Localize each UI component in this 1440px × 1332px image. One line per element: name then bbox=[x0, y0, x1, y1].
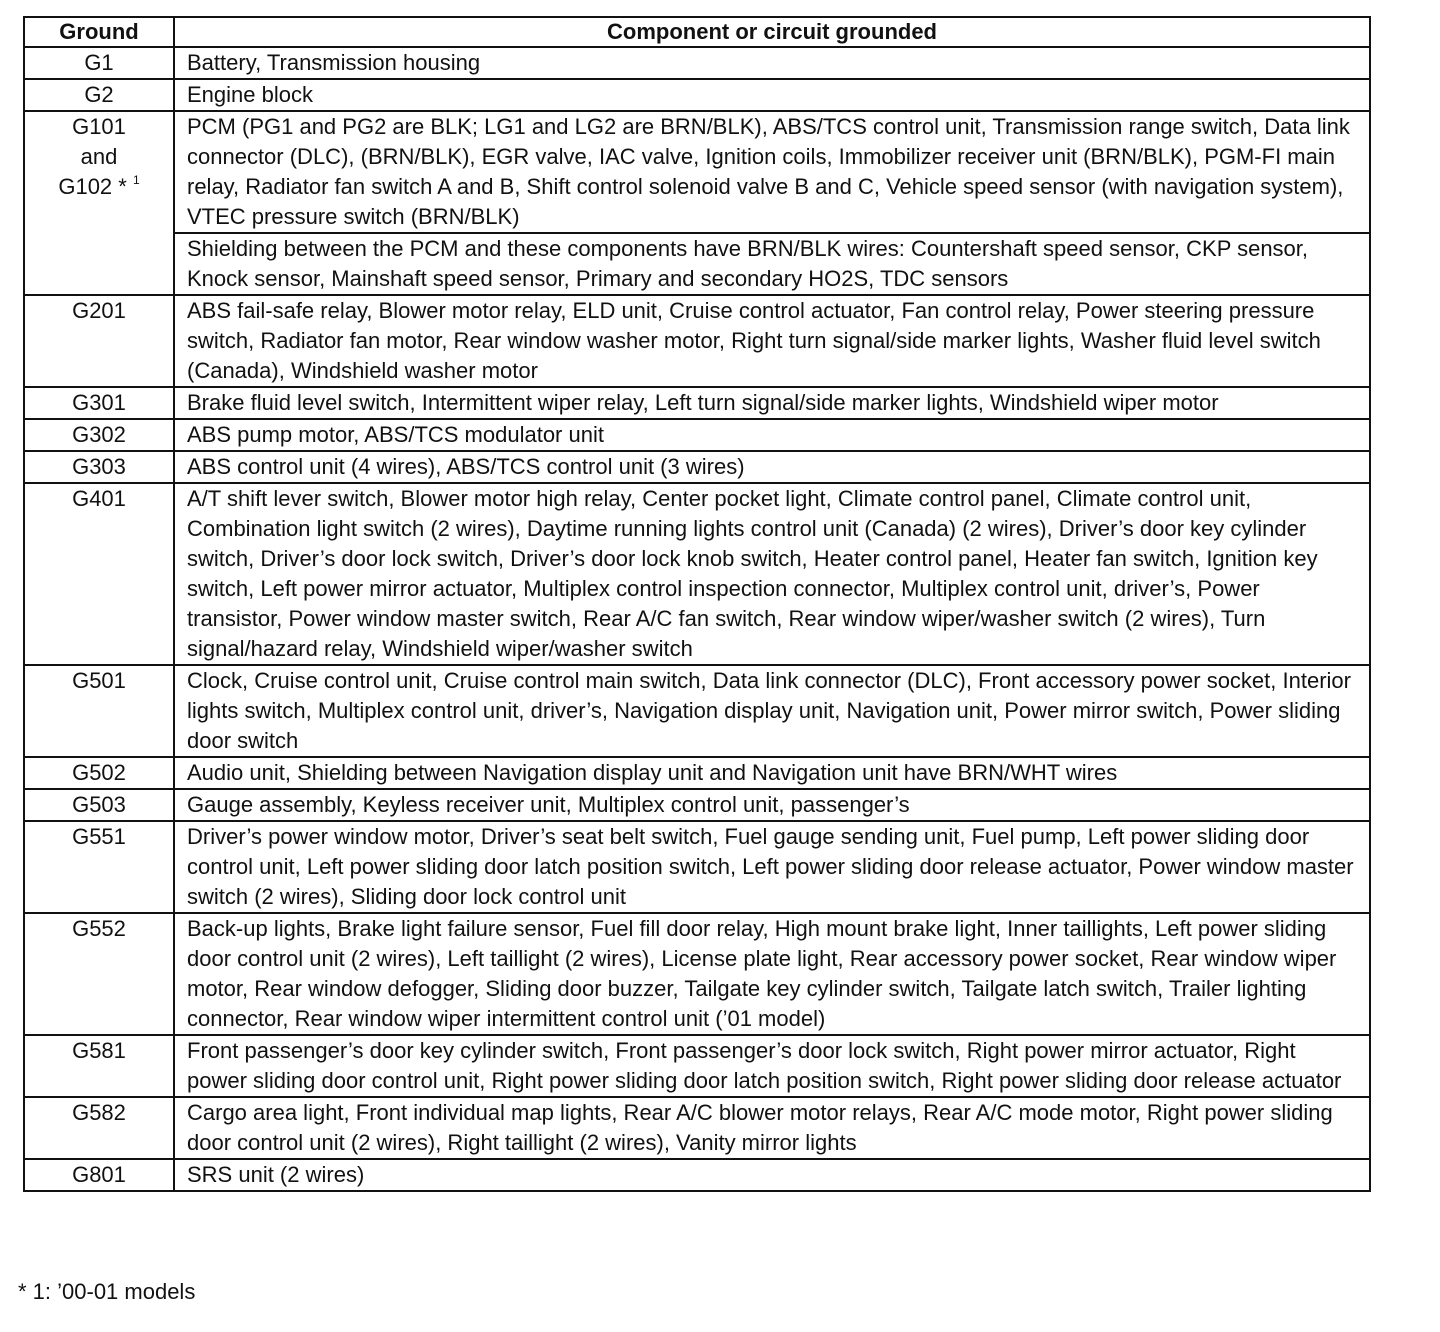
ground-id-cell bbox=[24, 757, 174, 789]
component-cell: PCM (PG1 and PG2 are BLK; LG1 and LG2 are BRN/BLK), ABS/TCS control unit, Transmission range switch, Data link connector (DLC), (BRN/BLK), EGR valve, IAC valve, Ignition coils, Immobilizer receiver unit (BRN/BLK), PGM-FI main relay, Radiator fan switch A and B, Shift control solenoid valve B and C, Vehicle speed sensor (with navigation system), VTEC pressure switch (BRN/BLK) bbox=[174, 111, 1370, 233]
table-row bbox=[24, 79, 1370, 111]
ground-id-cell bbox=[24, 483, 174, 665]
ground-id-cell bbox=[24, 419, 174, 451]
ground-id-line bbox=[25, 112, 173, 142]
component-cell: Brake fluid level switch, Intermittent wiper relay, Left turn signal/side marker lights, Windshield wiper motor bbox=[174, 387, 1370, 419]
ground-id-line bbox=[25, 914, 173, 944]
ground-id-text: G302 bbox=[72, 422, 126, 447]
ground-id-cell bbox=[24, 789, 174, 821]
component-cell: Driver’s power window motor, Driver’s seat belt switch, Fuel gauge sending unit, Fuel pump, Left power sliding door control unit, Left power sliding door latch position switch, Left power sliding door release actuator, Power window master switch (2 wires), Sliding door lock control unit bbox=[174, 821, 1370, 913]
ground-id-text: G503 bbox=[72, 792, 126, 817]
ground-id-line bbox=[25, 666, 173, 696]
component-cell: Engine block bbox=[174, 79, 1370, 111]
table-row bbox=[24, 111, 1370, 233]
ground-id-cell bbox=[24, 295, 174, 387]
ground-id-line bbox=[25, 1036, 173, 1066]
table-row bbox=[24, 1097, 1370, 1159]
ground-id-cell bbox=[24, 111, 174, 295]
ground-id-line bbox=[25, 758, 173, 788]
component-cell: Cargo area light, Front individual map lights, Rear A/C blower motor relays, Rear A/C mode motor, Right power sliding door control unit (2 wires), Right taillight (2 wires), Vanity mirror lights bbox=[174, 1097, 1370, 1159]
ground-id-text: G551 bbox=[72, 824, 126, 849]
ground-table bbox=[23, 16, 1371, 1192]
ground-id-line bbox=[25, 484, 173, 514]
ground-id-text: G581 bbox=[72, 1038, 126, 1063]
table-row bbox=[24, 47, 1370, 79]
ground-id-cell bbox=[24, 79, 174, 111]
header-row bbox=[24, 17, 1370, 47]
component-cell: ABS control unit (4 wires), ABS/TCS control unit (3 wires) bbox=[174, 451, 1370, 483]
table-row bbox=[24, 451, 1370, 483]
table-row bbox=[24, 295, 1370, 387]
table-row bbox=[24, 913, 1370, 1035]
component-cell: Audio unit, Shielding between Navigation display unit and Navigation unit have BRN/WHT wires bbox=[174, 757, 1370, 789]
ground-id-text: G502 bbox=[72, 760, 126, 785]
ground-id-cell bbox=[24, 665, 174, 757]
component-cell: Battery, Transmission housing bbox=[174, 47, 1370, 79]
component-cell: ABS pump motor, ABS/TCS modulator unit bbox=[174, 419, 1370, 451]
table-row bbox=[24, 821, 1370, 913]
ground-id-line bbox=[25, 790, 173, 820]
ground-column-header: Ground bbox=[24, 17, 174, 47]
component-cell: Clock, Cruise control unit, Cruise control main switch, Data link connector (DLC), Front accessory power socket, Interior lights switch, Multiplex control unit, driver’s, Navigation display unit, Navigation unit, Power mirror switch, Power sliding door switch bbox=[174, 665, 1370, 757]
ground-id-cell bbox=[24, 913, 174, 1035]
ground-id-cell bbox=[24, 1159, 174, 1191]
ground-id-text: G552 bbox=[72, 916, 126, 941]
ground-id-cell bbox=[24, 1035, 174, 1097]
footnote-marker: 1 bbox=[132, 173, 140, 187]
component-cell: Front passenger’s door key cylinder switch, Front passenger’s door lock switch, Right power mirror actuator, Right power sliding door control unit, Right power sliding door latch position switch, Right power sliding door release actuator bbox=[174, 1035, 1370, 1097]
footnote: * 1: ’00-01 models bbox=[18, 1279, 196, 1304]
table-body bbox=[24, 47, 1370, 1191]
component-cell: Shielding between the PCM and these components have BRN/BLK wires: Countershaft speed sensor, CKP sensor, Knock sensor, Mainshaft speed sensor, Primary and secondary HO2S, TDC sensors bbox=[174, 233, 1370, 295]
ground-id-cell bbox=[24, 387, 174, 419]
ground-id-line bbox=[25, 1160, 173, 1190]
ground-id-text: G101 bbox=[72, 114, 126, 139]
ground-id-text: G2 bbox=[84, 82, 114, 107]
ground-id-line bbox=[25, 142, 173, 172]
ground-id-cell bbox=[24, 821, 174, 913]
ground-id-line bbox=[25, 452, 173, 482]
component-cell: SRS unit (2 wires) bbox=[174, 1159, 1370, 1191]
ground-id-line bbox=[25, 48, 173, 78]
ground-id-text: and bbox=[80, 144, 118, 169]
table-row bbox=[24, 233, 1370, 295]
ground-id-text: G301 bbox=[72, 390, 126, 415]
ground-id-line bbox=[25, 388, 173, 418]
component-cell: Gauge assembly, Keyless receiver unit, Multiplex control unit, passenger’s bbox=[174, 789, 1370, 821]
ground-id-text: G401 bbox=[72, 486, 126, 511]
ground-id-line bbox=[25, 172, 173, 202]
ground-id-cell bbox=[24, 451, 174, 483]
table-row bbox=[24, 665, 1370, 757]
component-cell: A/T shift lever switch, Blower motor high relay, Center pocket light, Climate control panel, Climate control unit, Combination light switch (2 wires), Daytime running lights control unit (Canada) (2 wires), Driver’s door key cylinder switch, Driver’s door lock switch, Driver’s door lock knob switch, Heater control panel, Heater fan switch, Ignition key switch, Left power mirror actuator, Multiplex control inspection connector, Multiplex control unit, driver’s, Power transistor, Power window master switch, Rear A/C fan switch, Rear window wiper/washer switch (2 wires), Turn signal/hazard relay, Windshield wiper/washer switch bbox=[174, 483, 1370, 665]
table-row bbox=[24, 483, 1370, 665]
ground-id-text: G303 bbox=[72, 454, 126, 479]
ground-id-text: G801 bbox=[72, 1162, 126, 1187]
ground-id-line bbox=[25, 822, 173, 852]
ground-id-line bbox=[25, 296, 173, 326]
ground-id-cell bbox=[24, 47, 174, 79]
table-row bbox=[24, 1159, 1370, 1191]
ground-id-text: G582 bbox=[72, 1100, 126, 1125]
ground-id-text: G1 bbox=[84, 50, 114, 75]
table-row bbox=[24, 757, 1370, 789]
ground-id-line bbox=[25, 80, 173, 110]
ground-id-text: G102 * bbox=[58, 174, 127, 199]
table-row bbox=[24, 387, 1370, 419]
table-row bbox=[24, 789, 1370, 821]
table-row bbox=[24, 1035, 1370, 1097]
ground-id-text: G501 bbox=[72, 668, 126, 693]
table-row bbox=[24, 419, 1370, 451]
ground-id-line bbox=[25, 420, 173, 450]
component-cell: Back-up lights, Brake light failure sensor, Fuel fill door relay, High mount brake light, Inner taillights, Left power sliding door control unit (2 wires), Left taillight (2 wires), License plate light, Rear accessory power socket, Rear window wiper motor, Rear window defogger, Sliding door buzzer, Tailgate key cylinder switch, Tailgate latch switch, Trailer lighting connector, Rear window wiper intermittent control unit (’01 model) bbox=[174, 913, 1370, 1035]
component-cell: ABS fail-safe relay, Blower motor relay, ELD unit, Cruise control actuator, Fan control relay, Power steering pressure switch, Radiator fan motor, Rear window washer motor, Right turn signal/side marker lights, Washer fluid level switch (Canada), Windshield washer motor bbox=[174, 295, 1370, 387]
component-column-header: Component or circuit grounded bbox=[174, 17, 1370, 47]
ground-id-cell bbox=[24, 1097, 174, 1159]
ground-id-text: G201 bbox=[72, 298, 126, 323]
ground-id-line bbox=[25, 1098, 173, 1128]
